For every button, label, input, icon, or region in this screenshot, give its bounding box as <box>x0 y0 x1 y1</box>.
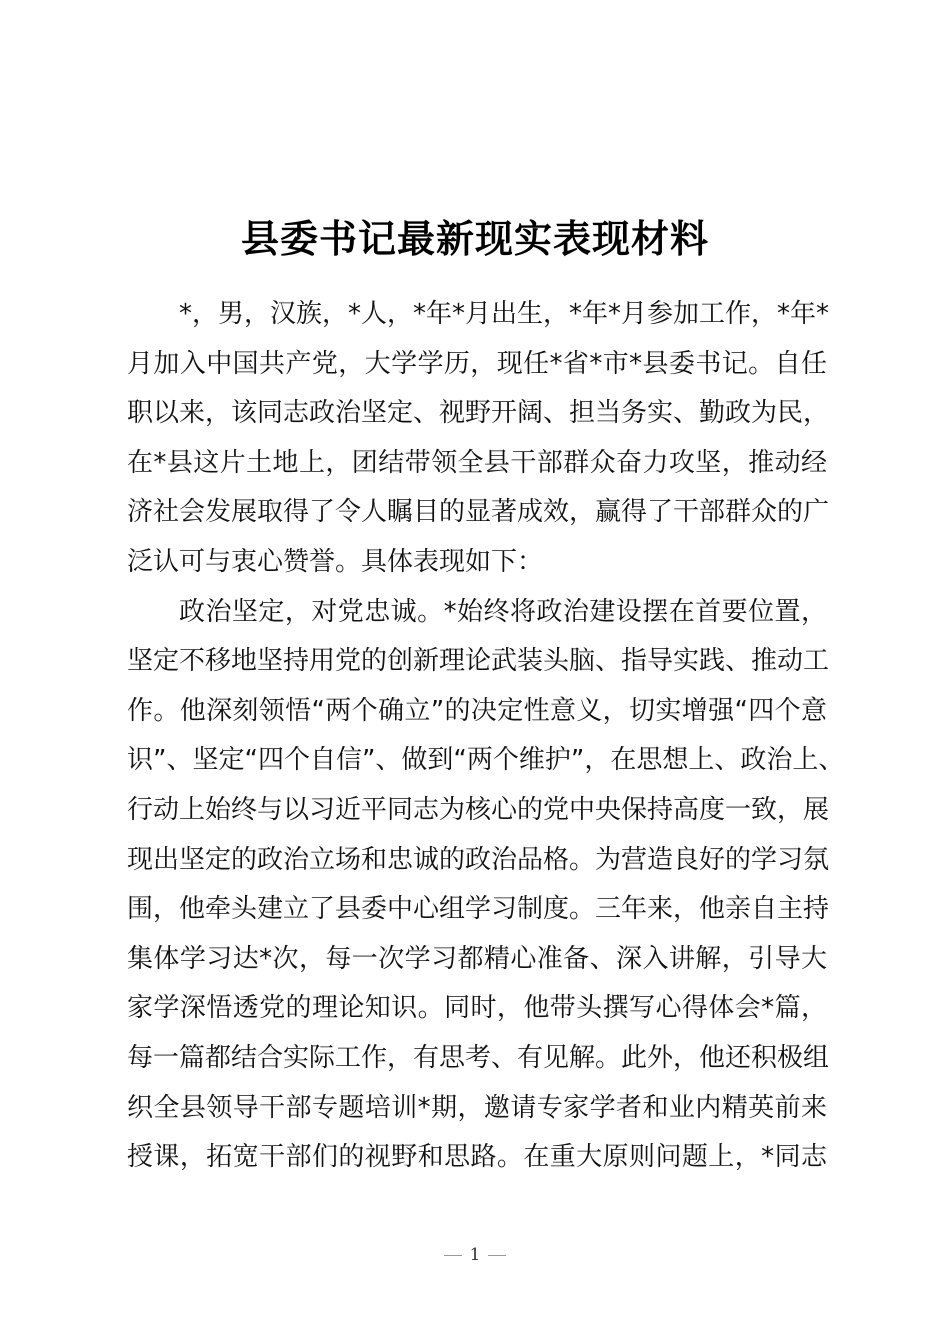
text-line: 政治坚定，对党忠诚。*始终将政治建设摆在首要位置， <box>179 596 827 627</box>
dash-left <box>444 1255 462 1257</box>
text-line: 授课，拓宽干部们的视野和思路。在重大原则问题上，*同志 <box>127 1142 827 1173</box>
text-line: 识”、坚定“四个自信”、做到“两个维护”，在思想上、政治上、 <box>127 745 845 776</box>
document-title: 县委书记最新现实表现材料 <box>240 216 709 262</box>
text-line: 在*县这片土地上，团结带领全县干部群众奋力攻坚，推动经 <box>127 447 827 478</box>
paragraph-political-loyalty <box>127 588 845 1183</box>
text-line: 坚定不移地坚持用党的创新理论武装头脑、指导实践、推动工 <box>127 646 830 677</box>
text-line: 织全县领导干部专题培训*期，邀请专家学者和业内精英前来 <box>127 1092 827 1123</box>
page-number: 1 <box>469 1245 481 1265</box>
text-line: 集体学习达*次，每一次学习都精心准备、深入讲解，引导大 <box>127 943 827 974</box>
text-line: *，男，汉族，*人，*年*月出生，*年*月参加工作，*年* <box>179 299 830 329</box>
text-line: 现出坚定的政治立场和忠诚的政治品格。为营造良好的学习氛 <box>127 844 830 875</box>
text-line: 济社会发展取得了令人瞩目的显著成效，赢得了干部群众的广 <box>127 497 830 528</box>
text-line: 围，他牵头建立了县委中心组学习制度。三年来，他亲自主持 <box>127 894 830 925</box>
dash-right <box>488 1255 506 1257</box>
page-number-footer <box>0 1240 950 1270</box>
text-line: 月加入中国共产党，大学学历，现任*省*市*县委书记。自任 <box>127 348 827 379</box>
text-line: 家学深悟透党的理论知识。同时，他带头撰写心得体会*篇， <box>127 993 827 1024</box>
text-line: 每一篇都结合实际工作，有思考、有见解。此外，他还积极组 <box>127 1042 830 1073</box>
document-body <box>127 290 845 1183</box>
text-line: 行动上始终与以习近平同志为核心的党中央保持高度一致，展 <box>127 794 830 825</box>
text-line: 职以来，该同志政治坚定、视野开阔、担当务实、勤政为民， <box>127 398 830 429</box>
text-line: 作。他深刻领悟“两个确立”的决定性意义，切实增强“四个意 <box>127 695 827 726</box>
paragraph-intro <box>127 290 830 588</box>
text-line: 泛认可与衷心赞誉。具体表现如下： <box>127 546 544 577</box>
